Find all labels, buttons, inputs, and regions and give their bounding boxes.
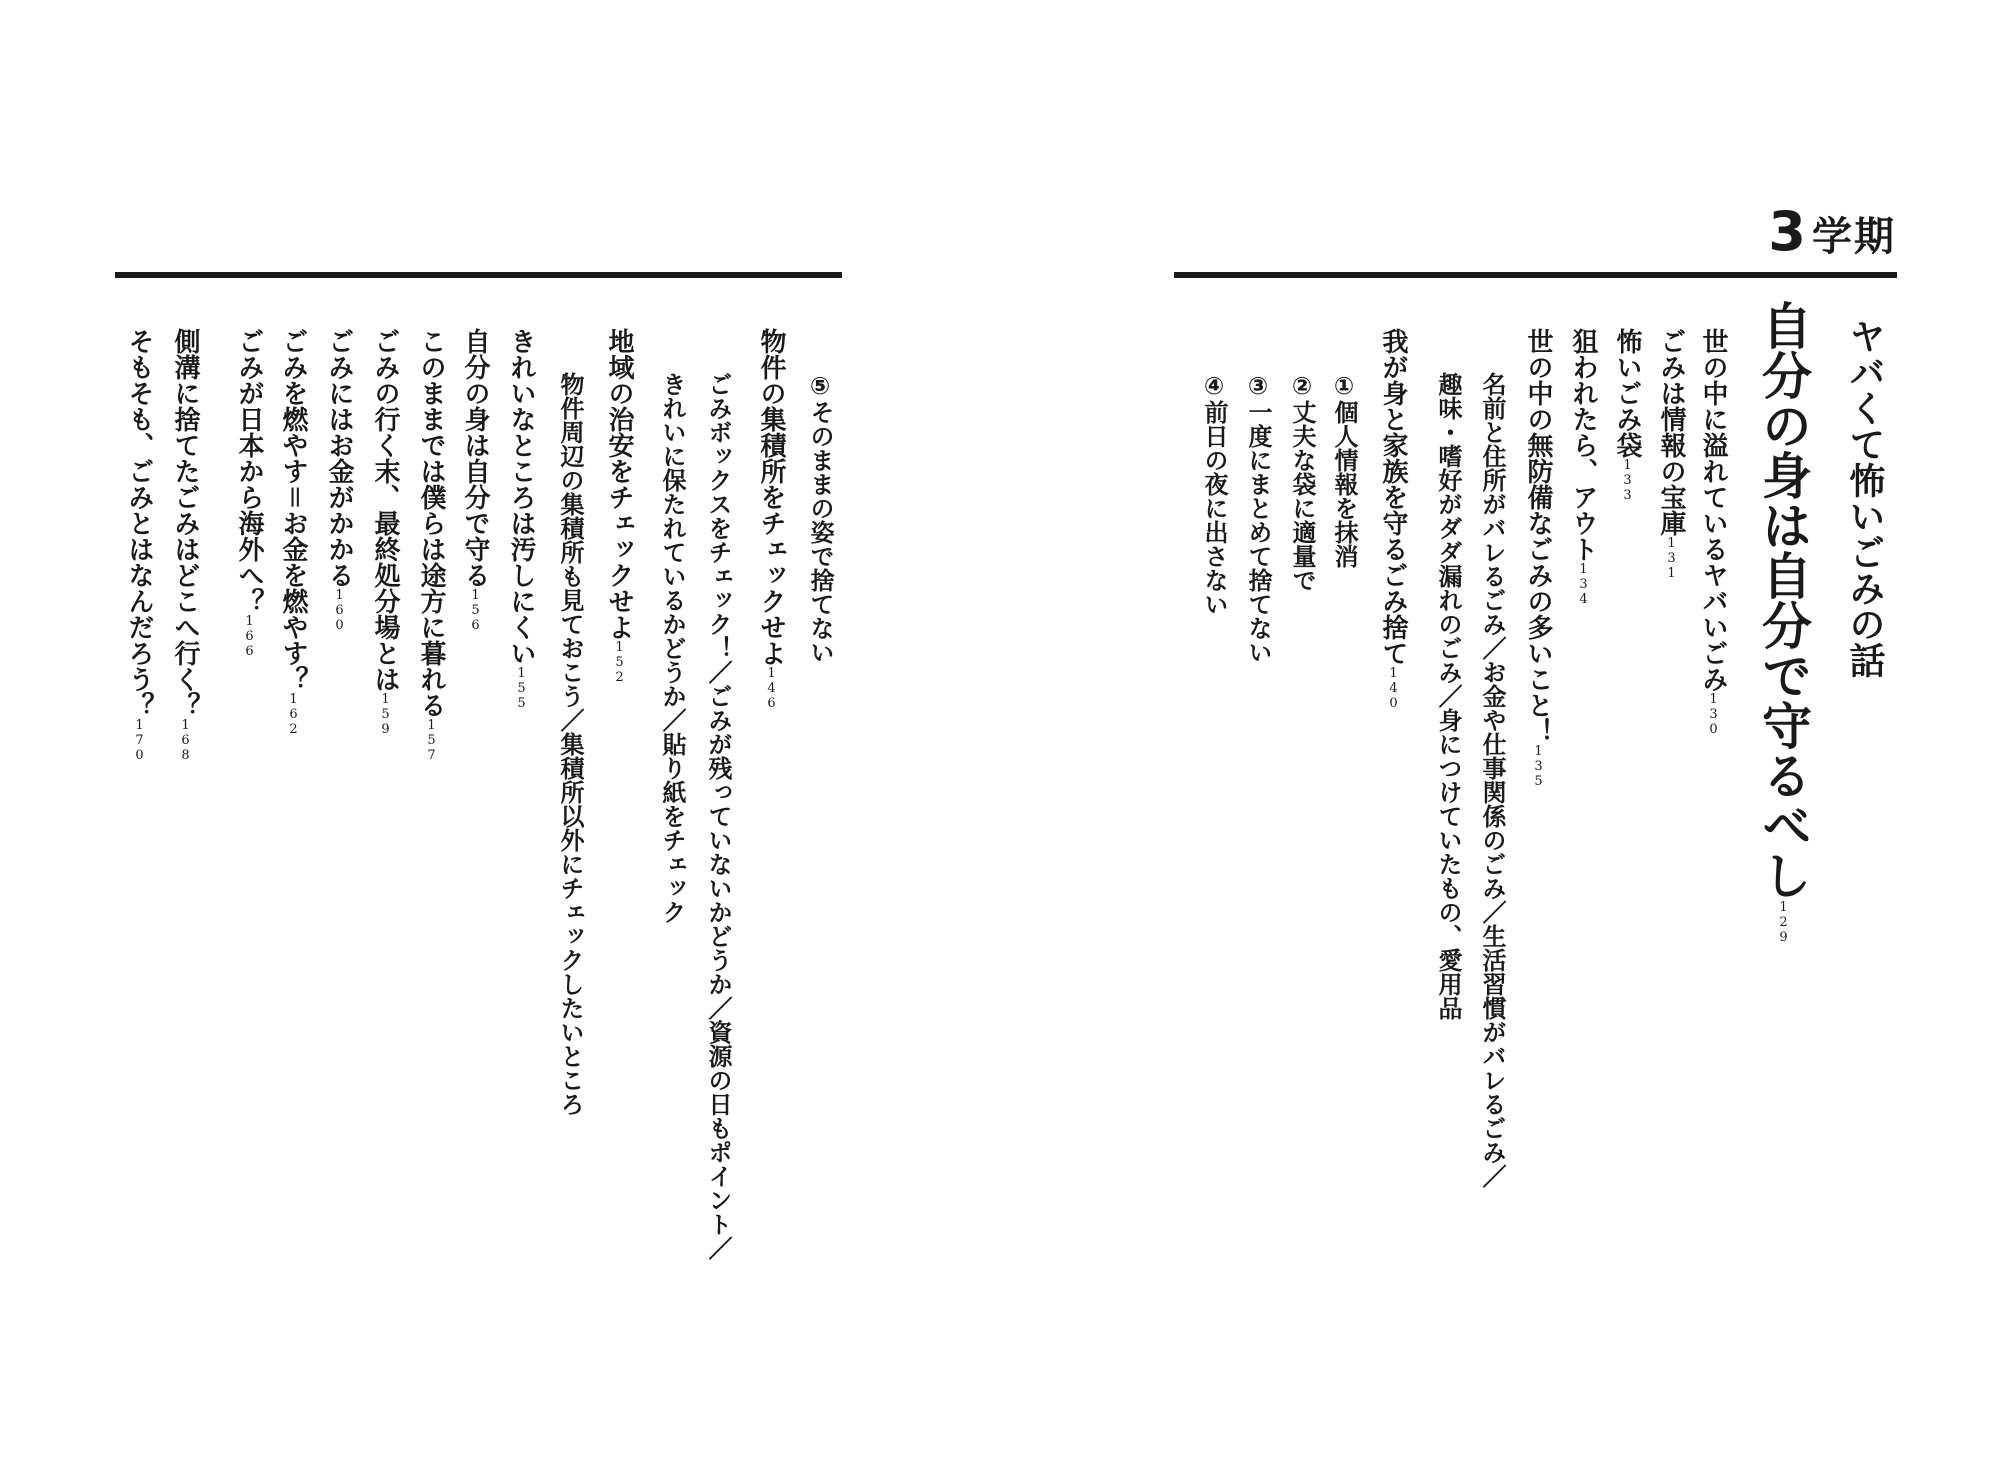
toc-entry-title: 物件の集積所をチェックせよ [756,328,786,666]
toc-entry-title: ごみは情報の宝庫 [1656,328,1686,536]
toc-entry [706,372,730,1260]
toc-entry [558,372,582,1116]
toc-entry [172,328,214,763]
toc-entry-title: ごみボックスをチェック！／ごみが残っていないかどうか／資源の日もポイント／ [704,372,732,1260]
chapter-label: 学期 [1812,214,1896,260]
toc-entry [1246,372,1270,664]
toc-entry-title: 世の中の無防備なごみの多いこと！ [1523,328,1553,744]
toc-entry [606,328,648,685]
chapter-number: 3 [1768,200,1808,263]
toc-entry-title: ③一度にまとめて捨てない [1244,372,1272,664]
right-page [1000,0,2000,1469]
toc-entry [1525,328,1567,789]
toc-entry-title: 地域の治安をチェックせよ [604,328,634,640]
toc-entry-title: ごみが日本から海外へ？ [234,328,264,614]
toc-entry [1700,328,1742,737]
toc-entry [1844,318,1885,678]
toc-entry-page-number: 131 [1664,536,1679,581]
toc-entry-title: 狙われたら、アウト [1568,328,1598,562]
chapter-heading [1768,200,1896,263]
toc-entry [418,328,460,763]
toc-entry [758,328,800,711]
toc-entry-page-number: 130 [1706,692,1721,737]
toc-entry-page-number: 129 [1776,900,1791,945]
left-rule [115,272,842,278]
toc-entry [462,328,504,633]
toc-entry-title: このままでは僕らは途方に暮れる [416,328,446,718]
toc-entry [236,328,278,659]
toc-entry-page-number: 160 [332,588,347,633]
toc-entry [1570,328,1612,607]
toc-entry-page-number: 166 [242,614,257,659]
toc-entry-title: ②丈夫な袋に適量で [1288,372,1316,592]
toc-entry-title: ①個人情報を抹消 [1330,372,1358,568]
toc-entry-page-number: 156 [468,588,483,633]
toc-entry [1380,328,1422,711]
toc-entry [1614,328,1656,503]
toc-entry [126,328,168,763]
toc-entry-title: 名前と住所がバレるごみ／お金や仕事関係のごみ／生活習慣がバレるごみ／ [1478,372,1506,1188]
toc-entry-title: 自分の身は自分で守るべし [1754,300,1812,900]
right-rule [1174,272,1897,278]
toc-entry [1202,372,1226,616]
toc-entry-page-number: 155 [514,666,529,711]
toc-entry-title: ごみの行く末、最終処分場とは [370,328,400,692]
toc-entry [1754,300,1812,945]
toc-entry-page-number: 146 [764,666,779,711]
toc-entry-page-number: 140 [1386,666,1401,711]
toc-entry-title: 我が身と家族を守るごみ捨て [1378,328,1408,666]
toc-entry-title: 怖いごみ袋 [1612,328,1642,458]
toc-entry [808,372,832,664]
toc-entry [508,328,550,711]
toc-entry-title: ④前日の夜に出さない [1200,372,1228,616]
toc-entry-title: 物件周辺の集積所も見ておこう／集積所以外にチェックしたいところ [556,372,584,1116]
toc-entry [660,372,684,924]
toc-entry-title: 自分の身は自分で守る [460,328,490,588]
toc-entry-title: きれいに保たれているかどうか／貼り紙をチェック [658,372,686,924]
toc-entry-title: そもそも、ごみとはなんだろう？ [124,328,154,718]
toc-entry-title: ⑤そのままの姿で捨てない [806,372,834,664]
toc-entry-title: きれいなところは汚しにくい [506,328,536,666]
toc-entry-title: 趣味・嗜好がダダ漏れのごみ／身につけていたもの、愛用品 [1434,372,1462,1020]
toc-entry-page-number: 162 [286,692,301,737]
toc-entry-title: ごみにはお金がかかる [324,328,354,588]
toc-entry-page-number: 135 [1531,744,1546,789]
toc-entry [326,328,368,633]
toc-entry-page-number: 159 [378,692,393,737]
toc-entry-title: 側溝に捨てたごみはどこへ行く？ [170,328,200,718]
toc-entry-title: ヤバくて怖いごみの話 [1844,318,1885,678]
toc-entry-page-number: 170 [132,718,147,763]
toc-entry-page-number: 157 [424,718,439,763]
toc-entry-page-number: 168 [178,718,193,763]
toc-entry-page-number: 133 [1620,458,1635,503]
toc-entry-title: 世の中に溢れているヤバいごみ [1698,328,1728,692]
toc-entry-title: ごみを燃やす＝お金を燃やす？ [278,328,308,692]
toc-entry [1658,328,1700,581]
toc-entry [372,328,414,737]
toc-entry-page-number: 152 [612,640,627,685]
toc-entry [280,328,322,737]
toc-entry [1436,372,1460,1020]
toc-entry [1290,372,1314,592]
toc-entry [1332,372,1356,568]
toc-entry [1480,372,1504,1188]
toc-entry-page-number: 134 [1576,562,1591,607]
